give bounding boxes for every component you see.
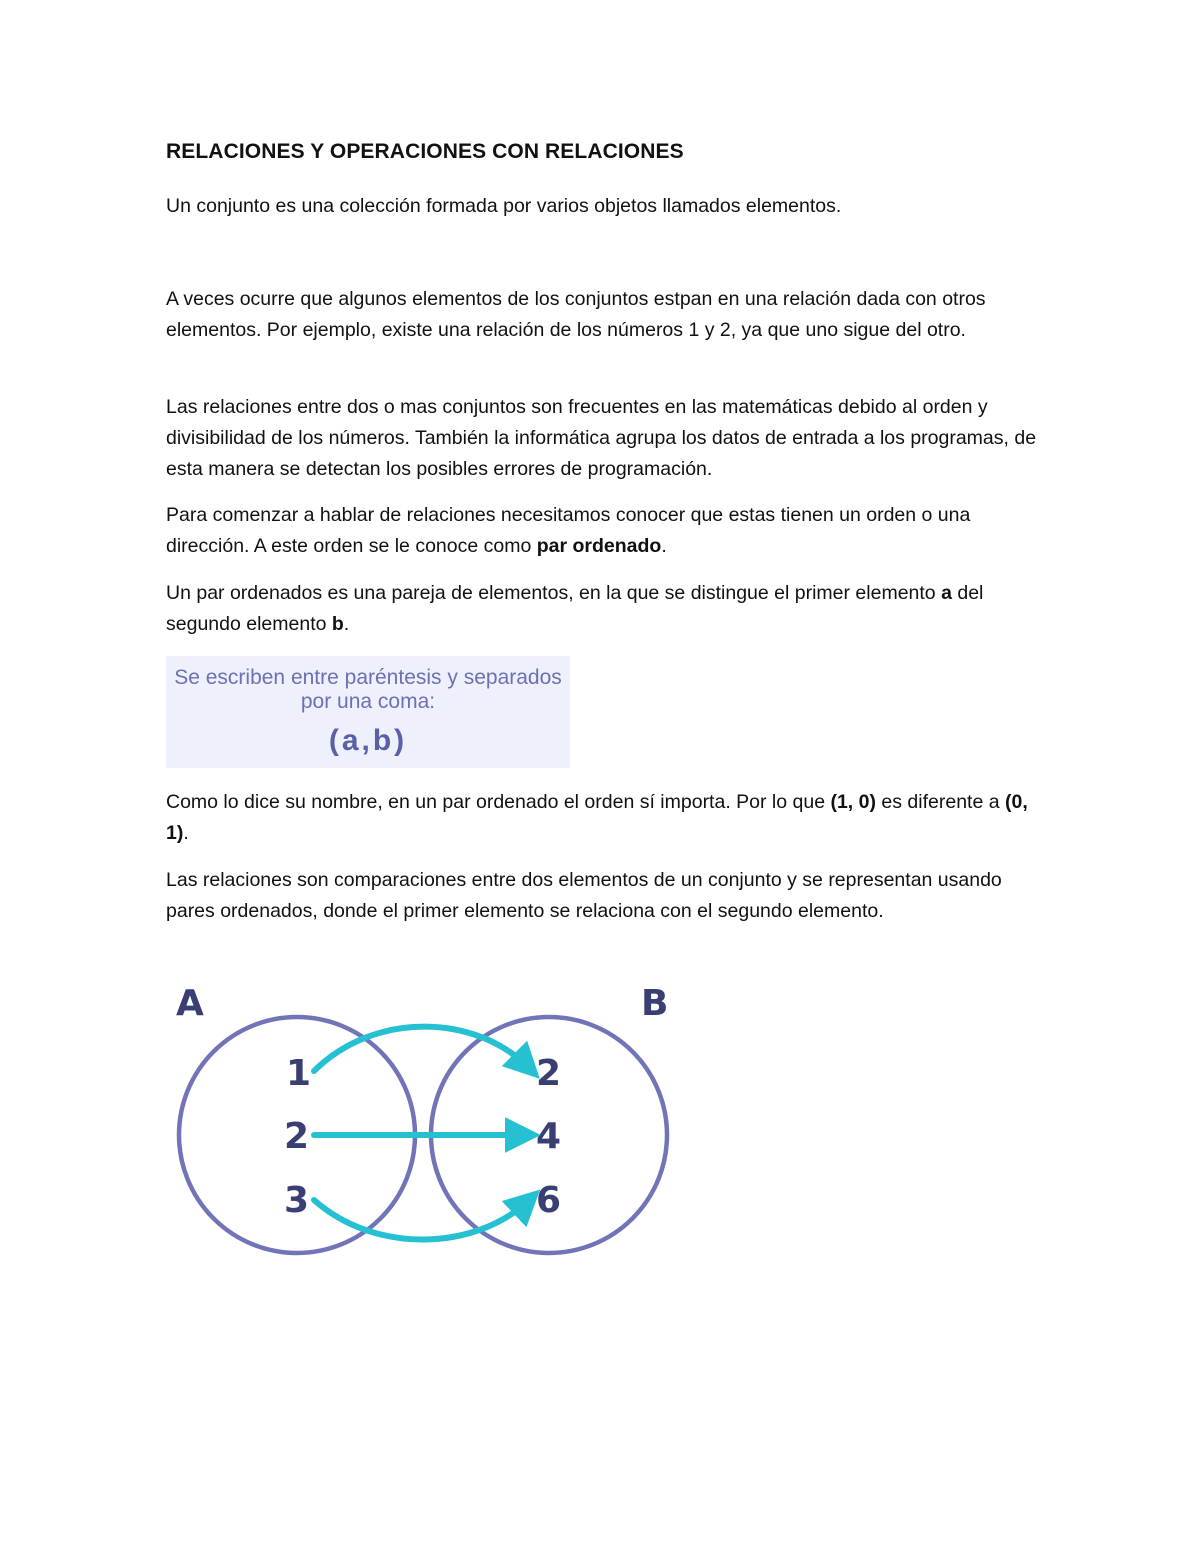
paragraph-3	[166, 392, 1046, 485]
paragraph-5-before: Un par ordenados es una pareja de elementos, en la que se distingue el primer elemento	[166, 582, 942, 604]
paragraph-5-middle: del segundo elemento	[166, 582, 984, 635]
paragraph-6-part1: Como lo dice su nombre, en un par ordenado el orden sí importa. Por lo que	[166, 791, 831, 813]
paragraph-5-text	[166, 578, 1046, 640]
set-b-label: B	[641, 983, 669, 1024]
arrow-1-to-2	[314, 1027, 528, 1071]
arrow-3-to-6	[314, 1200, 528, 1240]
callout-formula: (a,b)	[328, 724, 408, 757]
element-b-bold: b	[331, 613, 344, 635]
term-par-ordenado: par ordenado	[536, 535, 662, 557]
paragraph-1-text: Un conjunto es una colección formada por varios objetos llamados elementos.	[166, 195, 842, 217]
set-a-label: A	[176, 983, 204, 1024]
relation-diagram	[166, 975, 686, 1265]
paragraph-6-part3: .	[183, 822, 189, 844]
document-title: RELACIONES Y OPERACIONES CON RELACIONES	[166, 140, 684, 163]
set-b-element-4: 4	[536, 1116, 562, 1157]
paragraph-1	[166, 191, 1046, 222]
paragraph-4-after: .	[661, 535, 667, 557]
paragraph-6	[166, 787, 1046, 849]
callout-line-1: Se escriben entre paréntesis y separados	[174, 666, 562, 689]
set-b-element-2: 2	[536, 1053, 562, 1094]
paragraph-5	[166, 578, 1046, 640]
paragraph-6-part2: es diferente a	[875, 791, 1005, 813]
paragraph-4-before: Para comenzar a hablar de relaciones necesitamos conocer que estas tienen un orden o una dirección. A este orden se le conoce como	[166, 504, 971, 557]
paragraph-4-text	[166, 500, 1046, 562]
paragraph-2-text: A veces ocurre que algunos elementos de los conjuntos estpan en una relación dada con otros elementos. Por ejemplo, existe una relación de los números 1 y 2, ya que uno sigue del otro.	[166, 288, 986, 341]
paragraph-3-text: Las relaciones entre dos o mas conjuntos son frecuentes en las matemáticas debido al orden y divisibilidad de los números. También la informática agrupa los datos de entrada a los programas, de esta manera se detectan los posibles errores de programación.	[166, 396, 1037, 480]
ordered-pair-callout-image	[166, 656, 570, 768]
paragraph-7-text: Las relaciones son comparaciones entre dos elementos de un conjunto y se representan usando pares ordenados, donde el primer elemento se relaciona con el segundo elemento.	[166, 869, 1002, 922]
pair-0-1: (0, 1)	[166, 791, 1028, 844]
paragraph-7	[166, 865, 1046, 927]
set-a-element-2: 2	[284, 1116, 310, 1157]
paragraph-4	[166, 500, 1046, 562]
callout-line-2: por una coma:	[300, 690, 436, 713]
set-a-element-1: 1	[286, 1053, 312, 1094]
paragraph-6-text	[166, 787, 1046, 849]
set-a-element-3: 3	[284, 1180, 310, 1221]
paragraph-2	[166, 284, 1046, 346]
pair-1-0: (1, 0)	[830, 791, 876, 813]
element-a-bold: a	[941, 582, 952, 604]
paragraph-5-after: .	[343, 613, 350, 635]
set-b-element-6: 6	[536, 1180, 562, 1221]
